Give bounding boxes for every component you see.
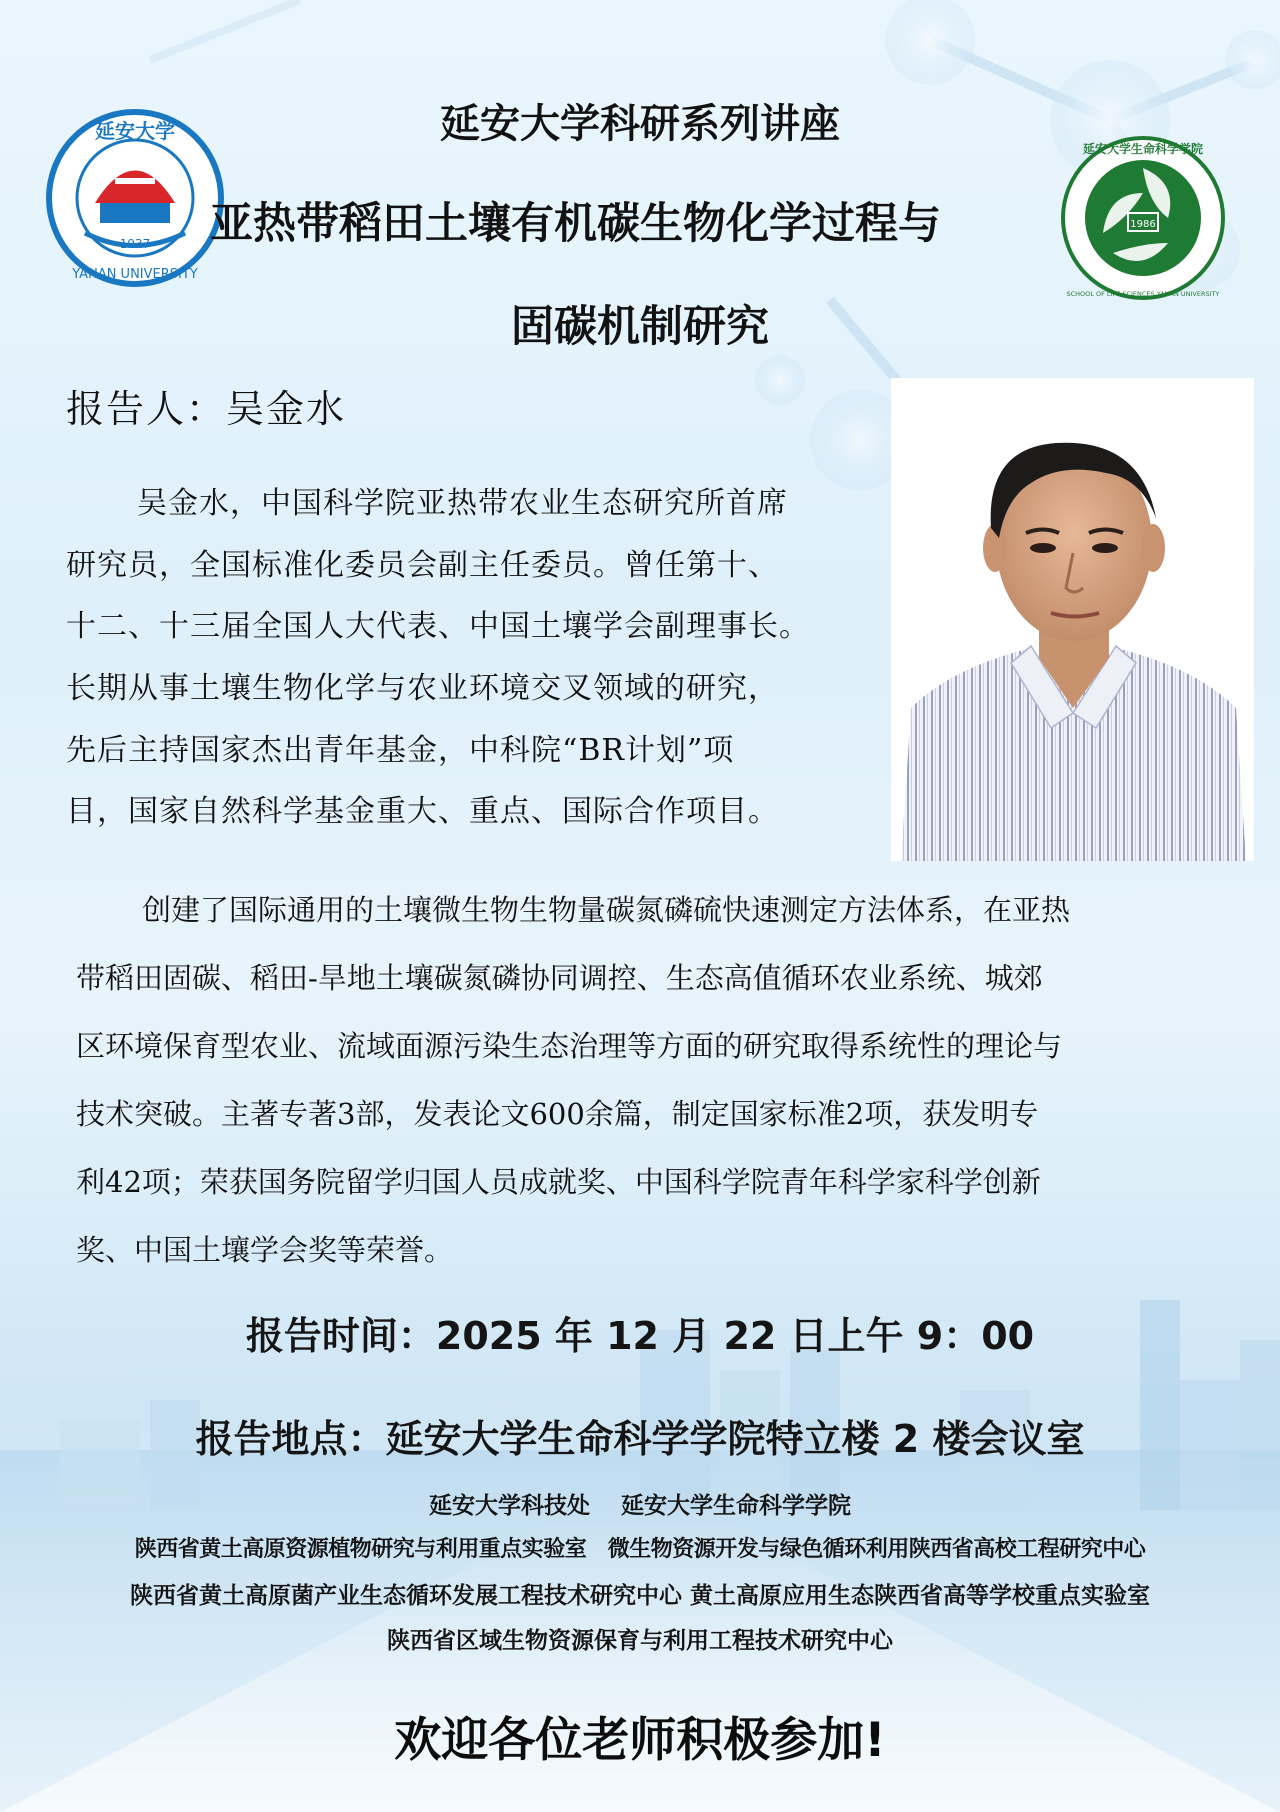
bio-line: 先后主持国家杰出青年基金，中科院“BR计划”项	[66, 733, 735, 768]
bio-line: 奖、中国土壤学会奖等荣誉。	[76, 1233, 454, 1267]
report-time-label: 报告时间：	[245, 1314, 436, 1358]
report-time	[0, 1305, 1280, 1360]
speaker-portrait-image	[891, 378, 1254, 861]
welcome-message: 欢迎各位老师积极参加!	[394, 1713, 886, 1768]
organizer-line: 陕西省黄土高原菌产业生态循环发展工程技术研究中心 黄土高原应用生态陕西省高等学校重点实验室	[129, 1583, 1150, 1609]
bio-line: 研究员，全国标准化委员会副主任委员。曾任第十、	[66, 548, 779, 583]
left-logo-year: 1937	[119, 237, 151, 251]
right-logo-bottom-text: SCHOOL OF LIFE SCIENCES YANAN UNIVERSITY	[1066, 290, 1220, 298]
bio-line: 十二、十三届全国人大代表、中国土壤学会副理事长。	[66, 609, 810, 644]
report-location-label: 报告地点：	[195, 1417, 386, 1461]
life-sciences-school-logo	[1048, 133, 1238, 303]
bio-line: 目，国家自然科学基金重大、重点、国际合作项目。	[66, 794, 779, 829]
left-logo-bottom-text: YANAN UNIVERSITY	[72, 267, 198, 282]
speaker-photo	[891, 378, 1254, 861]
bio-line: 带稻田固碳、稻田-旱地土壤碳氮磷协同调控、生态高值循环农业系统、城郊	[76, 961, 1043, 995]
bio-line: 利42项；荣获国务院留学归国人员成就奖、中国科学院青年科学家科学创新	[76, 1165, 1041, 1199]
organizer-line: 陕西省黄土高原资源植物研究与利用重点实验室 微生物资源开发与绿色循环利用陕西省高校工程研究中心	[134, 1537, 1146, 1562]
right-logo-year: 1986	[1130, 219, 1156, 230]
speaker-name: 吴金水	[226, 387, 347, 431]
speaker-line	[66, 378, 346, 433]
bio-line: 长期从事土壤生物化学与农业环境交叉领域的研究，	[66, 671, 779, 706]
bio-line: 创建了国际通用的土壤微生物生物量碳氮磷硫快速测定方法体系，在亚热	[142, 893, 1071, 927]
bio-line: 区环境保育型农业、流域面源污染生态治理等方面的研究取得系统性的理论与	[76, 1029, 1063, 1063]
report-time-value: 2025 年 12 月 22 日上午 9：00	[435, 1314, 1035, 1358]
left-logo-top-text: 延安大学	[95, 119, 175, 143]
right-logo-top-text: 延安大学生命科学学院	[1082, 142, 1204, 156]
organizer-line: 陕西省区域生物资源保育与利用工程技术研究中心	[387, 1628, 893, 1654]
series-title: 延安大学科研系列讲座	[440, 101, 840, 147]
school-emblem-icon	[1048, 133, 1238, 303]
report-location	[0, 1408, 1280, 1463]
bio-line: 技术突破。主著专著3部，发表论文600余篇，制定国家标准2项，获发明专	[76, 1097, 1039, 1131]
lecture-title-line-2: 固碳机制研究	[511, 302, 769, 352]
organizer-line: 延安大学科技处 延安大学生命科学学院	[428, 1493, 851, 1519]
lecture-title-line-1: 亚热带稻田土壤有机碳生物化学过程与	[210, 199, 941, 249]
report-location-value: 延安大学生命科学学院特立楼 2 楼会议室	[385, 1417, 1085, 1461]
bio-line: 吴金水，中国科学院亚热带农业生态研究所首席	[137, 486, 788, 521]
speaker-label: 报告人：	[66, 387, 227, 431]
